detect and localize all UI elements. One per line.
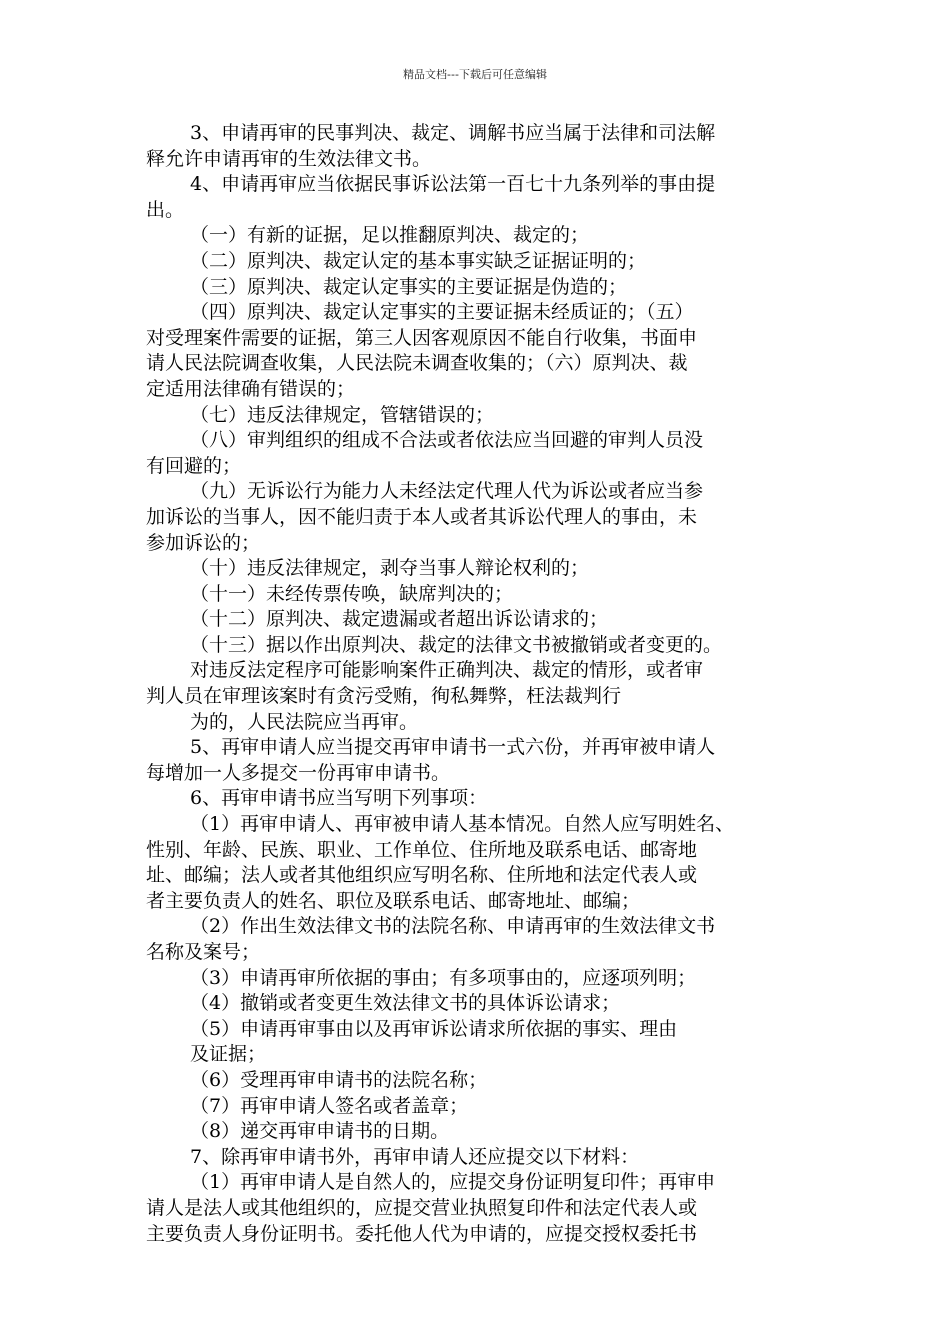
text-line: 者主要负责人的姓名、职位及联系电话、邮寄地址、邮编； <box>146 889 641 912</box>
text-line: （8）递交再审申请书的日期。 <box>190 1120 450 1143</box>
text-line: 对违反法定程序可能影响案件正确判决、裁定的情形，或者审 <box>190 659 704 682</box>
text-line: （4）撤销或者变更生效法律文书的具体诉讼请求； <box>190 992 621 1015</box>
text-line: 及证据； <box>190 1043 267 1066</box>
text-line: （2）作出生效法律文书的法院名称、申请再审的生效法律文书 <box>190 915 716 938</box>
text-line: （十三）据以作出原判决、裁定的法律文书被撤销或者变更的。 <box>190 633 723 656</box>
text-line: （二）原判决、裁定认定的基本事实缺乏证据证明的； <box>190 249 647 272</box>
text-line: （3）申请再审所依据的事由；有多项事由的，应逐项列明； <box>190 966 697 989</box>
text-line: 5、再审申请人应当提交再审申请书一式六份，并再审被申请人 <box>190 736 716 759</box>
page-header: 精品文档---下载后可任意编辑 <box>403 68 547 81</box>
text-line: 主要负责人身份证明书。委托他人代为申请的，应提交授权委托书 <box>146 1222 698 1245</box>
text-line: （九）无诉讼行为能力人未经法定代理人代为诉讼或者应当参 <box>190 480 704 503</box>
text-line: 定适用法律确有错误的； <box>146 377 356 400</box>
text-line: （十一）未经传票传唤，缺席判决的； <box>190 582 514 605</box>
text-line: （一）有新的证据，足以推翻原判决、裁定的； <box>190 224 590 247</box>
text-line: 对受理案件需要的证据，第三人因客观原因不能自行收集，书面申 <box>146 326 698 349</box>
text-line: 有回避的； <box>146 454 242 477</box>
text-line: 7、除再审申请书外，再审申请人还应提交以下材料： <box>190 1145 640 1168</box>
text-line: 加诉讼的当事人，因不能归责于本人或者其诉讼代理人的事由，未 <box>146 505 698 528</box>
text-line: （三）原判决、裁定认定事实的主要证据是伪造的； <box>190 275 628 298</box>
text-line: （1）再审申请人是自然人的，应提交身份证明复印件；再审申 <box>190 1171 716 1194</box>
text-line: 参加诉讼的； <box>146 531 261 554</box>
text-line: （十二）原判决、裁定遗漏或者超出诉讼请求的； <box>190 608 609 631</box>
text-line: （6）受理再审申请书的法院名称； <box>190 1068 488 1091</box>
text-line: 出。 <box>146 198 185 221</box>
text-line: 判人员在审理该案时有贪污受贿，徇私舞弊，枉法裁判行 <box>146 685 622 708</box>
text-line: 释允许申请再审的生效法律文书。 <box>146 147 432 170</box>
text-line: （7）再审申请人签名或者盖章； <box>190 1094 469 1117</box>
text-line: （1）再审申请人、再审被申请人基本情况。自然人应写明姓名、 <box>190 813 735 836</box>
text-line: 名称及案号； <box>146 941 261 963</box>
text-line: 为的，人民法院应当再审。 <box>190 710 419 733</box>
text-line: 每增加一人多提交一份再审申请书。 <box>146 761 451 784</box>
text-line: 性别、年龄、民族、职业、工作单位、住所地及联系电话、邮寄地 <box>146 838 698 861</box>
text-line: 请人民法院调查收集，人民法院未调查收集的；（六）原判决、裁 <box>146 352 688 375</box>
text-line: 4、申请再审应当依据民事诉讼法第一百七十九条列举的事由提 <box>190 173 716 196</box>
document-body <box>146 121 810 1247</box>
text-line: （5）申请再审事由以及再审诉讼请求所依据的事实、理由 <box>190 1017 678 1040</box>
text-line: （十）违反法律规定，剥夺当事人辩论权利的； <box>190 557 590 580</box>
text-line: （四）原判决、裁定认定事实的主要证据未经质证的；（五） <box>190 301 694 324</box>
text-line: 6、再审申请书应当写明下列事项： <box>190 787 488 810</box>
text-line: 3、申请再审的民事判决、裁定、调解书应当属于法律和司法解 <box>190 122 716 144</box>
text-line: 请人是法人或其他组织的，应提交营业执照复印件和法定代表人或 <box>146 1196 698 1219</box>
text-line: （七）违反法律规定，管辖错误的； <box>190 403 495 426</box>
text-line: 址、邮编；法人或者其他组织应写明名称、住所地和法定代表人或 <box>146 864 698 887</box>
text-line: （八）审判组织的组成不合法或者依法应当回避的审判人员没 <box>190 429 704 452</box>
